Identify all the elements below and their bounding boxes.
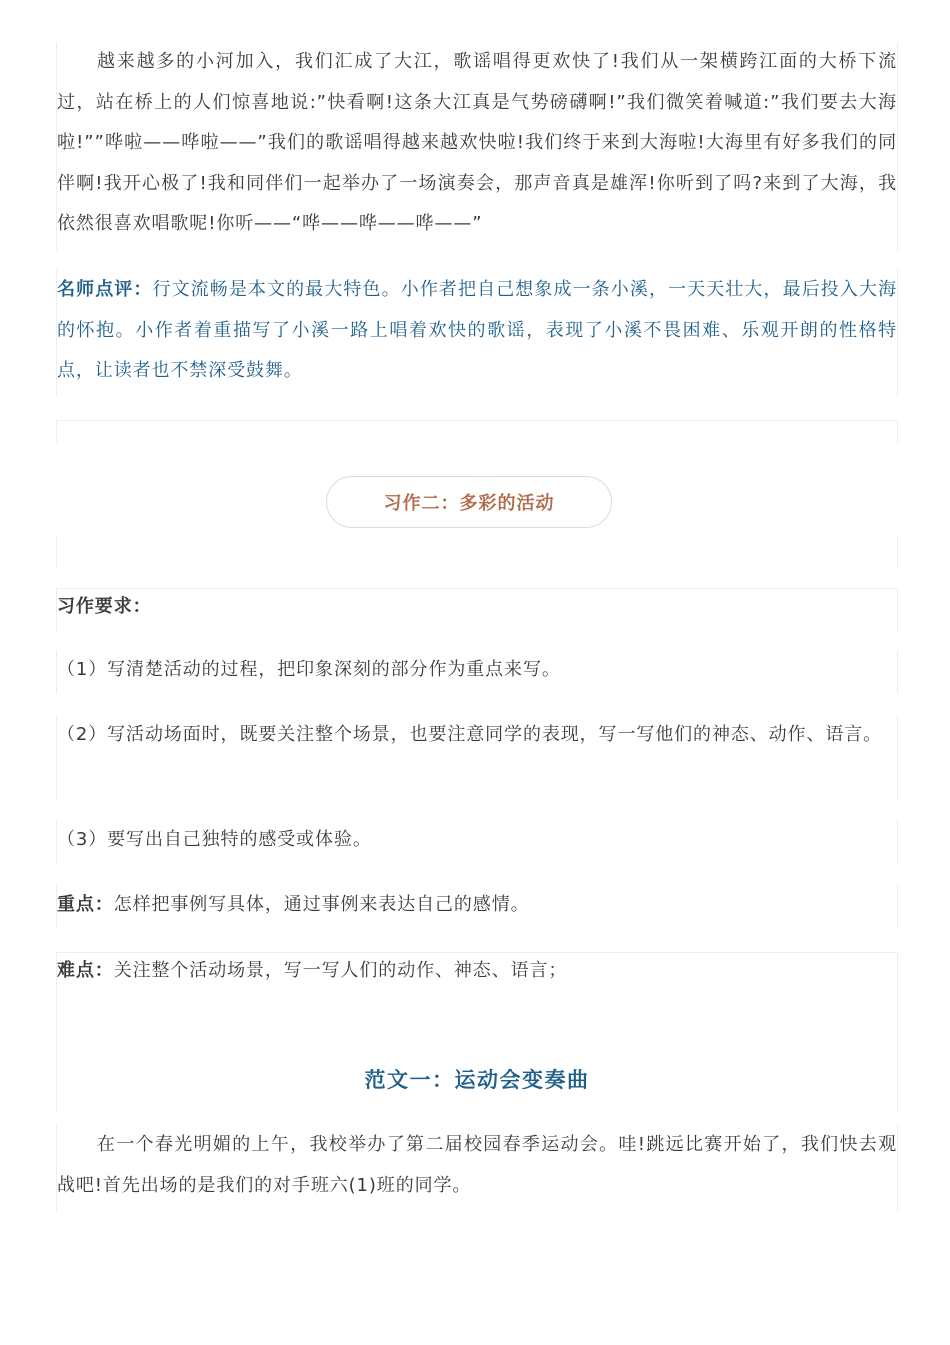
assignment-title-pill (326, 476, 612, 528)
requirement-item-block (56, 820, 898, 864)
requirement-item-1: （1）写清楚活动的过程，把印象深刻的部分作为重点来写。 (57, 659, 561, 680)
key-point (57, 885, 897, 926)
difficulty-text: 关注整个活动场景，写一写人们的动作、神态、语言； (113, 960, 568, 981)
requirements-label: 习作要求： (57, 596, 152, 617)
requirements-block (56, 588, 898, 632)
sample-essay-block (56, 1125, 898, 1211)
requirement-item-3: （3）要写出自己独特的感受或体验。 (57, 829, 372, 850)
requirement-item-2: （2）写活动场面时，既要关注整个场景，也要注意同学的表现，写一写他们的神态、动作、语言。 (57, 724, 883, 745)
teacher-comment (57, 270, 897, 392)
story-paragraph-block (56, 42, 898, 250)
teacher-comment-label: 名师点评： (57, 279, 153, 300)
key-point-label: 重点： (57, 894, 114, 915)
assignment-title: 习作二：多彩的活动 (383, 493, 555, 514)
story-paragraph: 越来越多的小河加入，我们汇成了大江，歌谣唱得更欢快了!我们从一架横跨江面的大桥下流过，站在桥上的人们惊喜地说:”快看啊!这条大江真是气势磅礴啊!”我们微笑着喊道:”我们要去大海啦!””哗啦——哗啦——”我们的歌谣唱得越来越欢快啦!我们终于来到大海啦!大海里有好多我们的同伴啊!我开心极了!我和同伴们一起举办了一场演奏会，那声音真是雄浑!你听到了吗?来到了大海，我依然很喜欢唱歌呢!你听——“哗——哗——哗——” (57, 51, 897, 234)
key-point-text: 怎样把事例写具体，通过事例来表达自己的感情。 (113, 894, 530, 915)
difficulty (57, 951, 897, 992)
sample-essay-paragraph: 在一个春光明媚的上午，我校举办了第二届校园春季运动会。哇!跳远比赛开始了，我们快去观战吧!首先出场的是我们的对手班六(1)班的同学。 (57, 1134, 897, 1196)
key-point-block (56, 885, 898, 929)
sample-essay-title: 范文一：运动会变奏曲 (364, 1068, 590, 1092)
teacher-comment-block (56, 270, 898, 396)
difficulty-label: 难点： (57, 960, 114, 981)
teacher-comment-text: 行文流畅是本文的最大特色。小作者把自己想象成一条小溪，一天天壮大，最后投入大海的怀抱。小作者着重描写了小溪一路上唱着欢快的歌谣，表现了小溪不畏困难、乐观开朗的性格特点，让读者也不禁深受鼓舞。 (57, 279, 897, 381)
requirement-item-block (56, 650, 898, 694)
divider-frame (56, 420, 898, 442)
divider-frame (56, 536, 898, 568)
requirement-item-block (56, 715, 898, 799)
